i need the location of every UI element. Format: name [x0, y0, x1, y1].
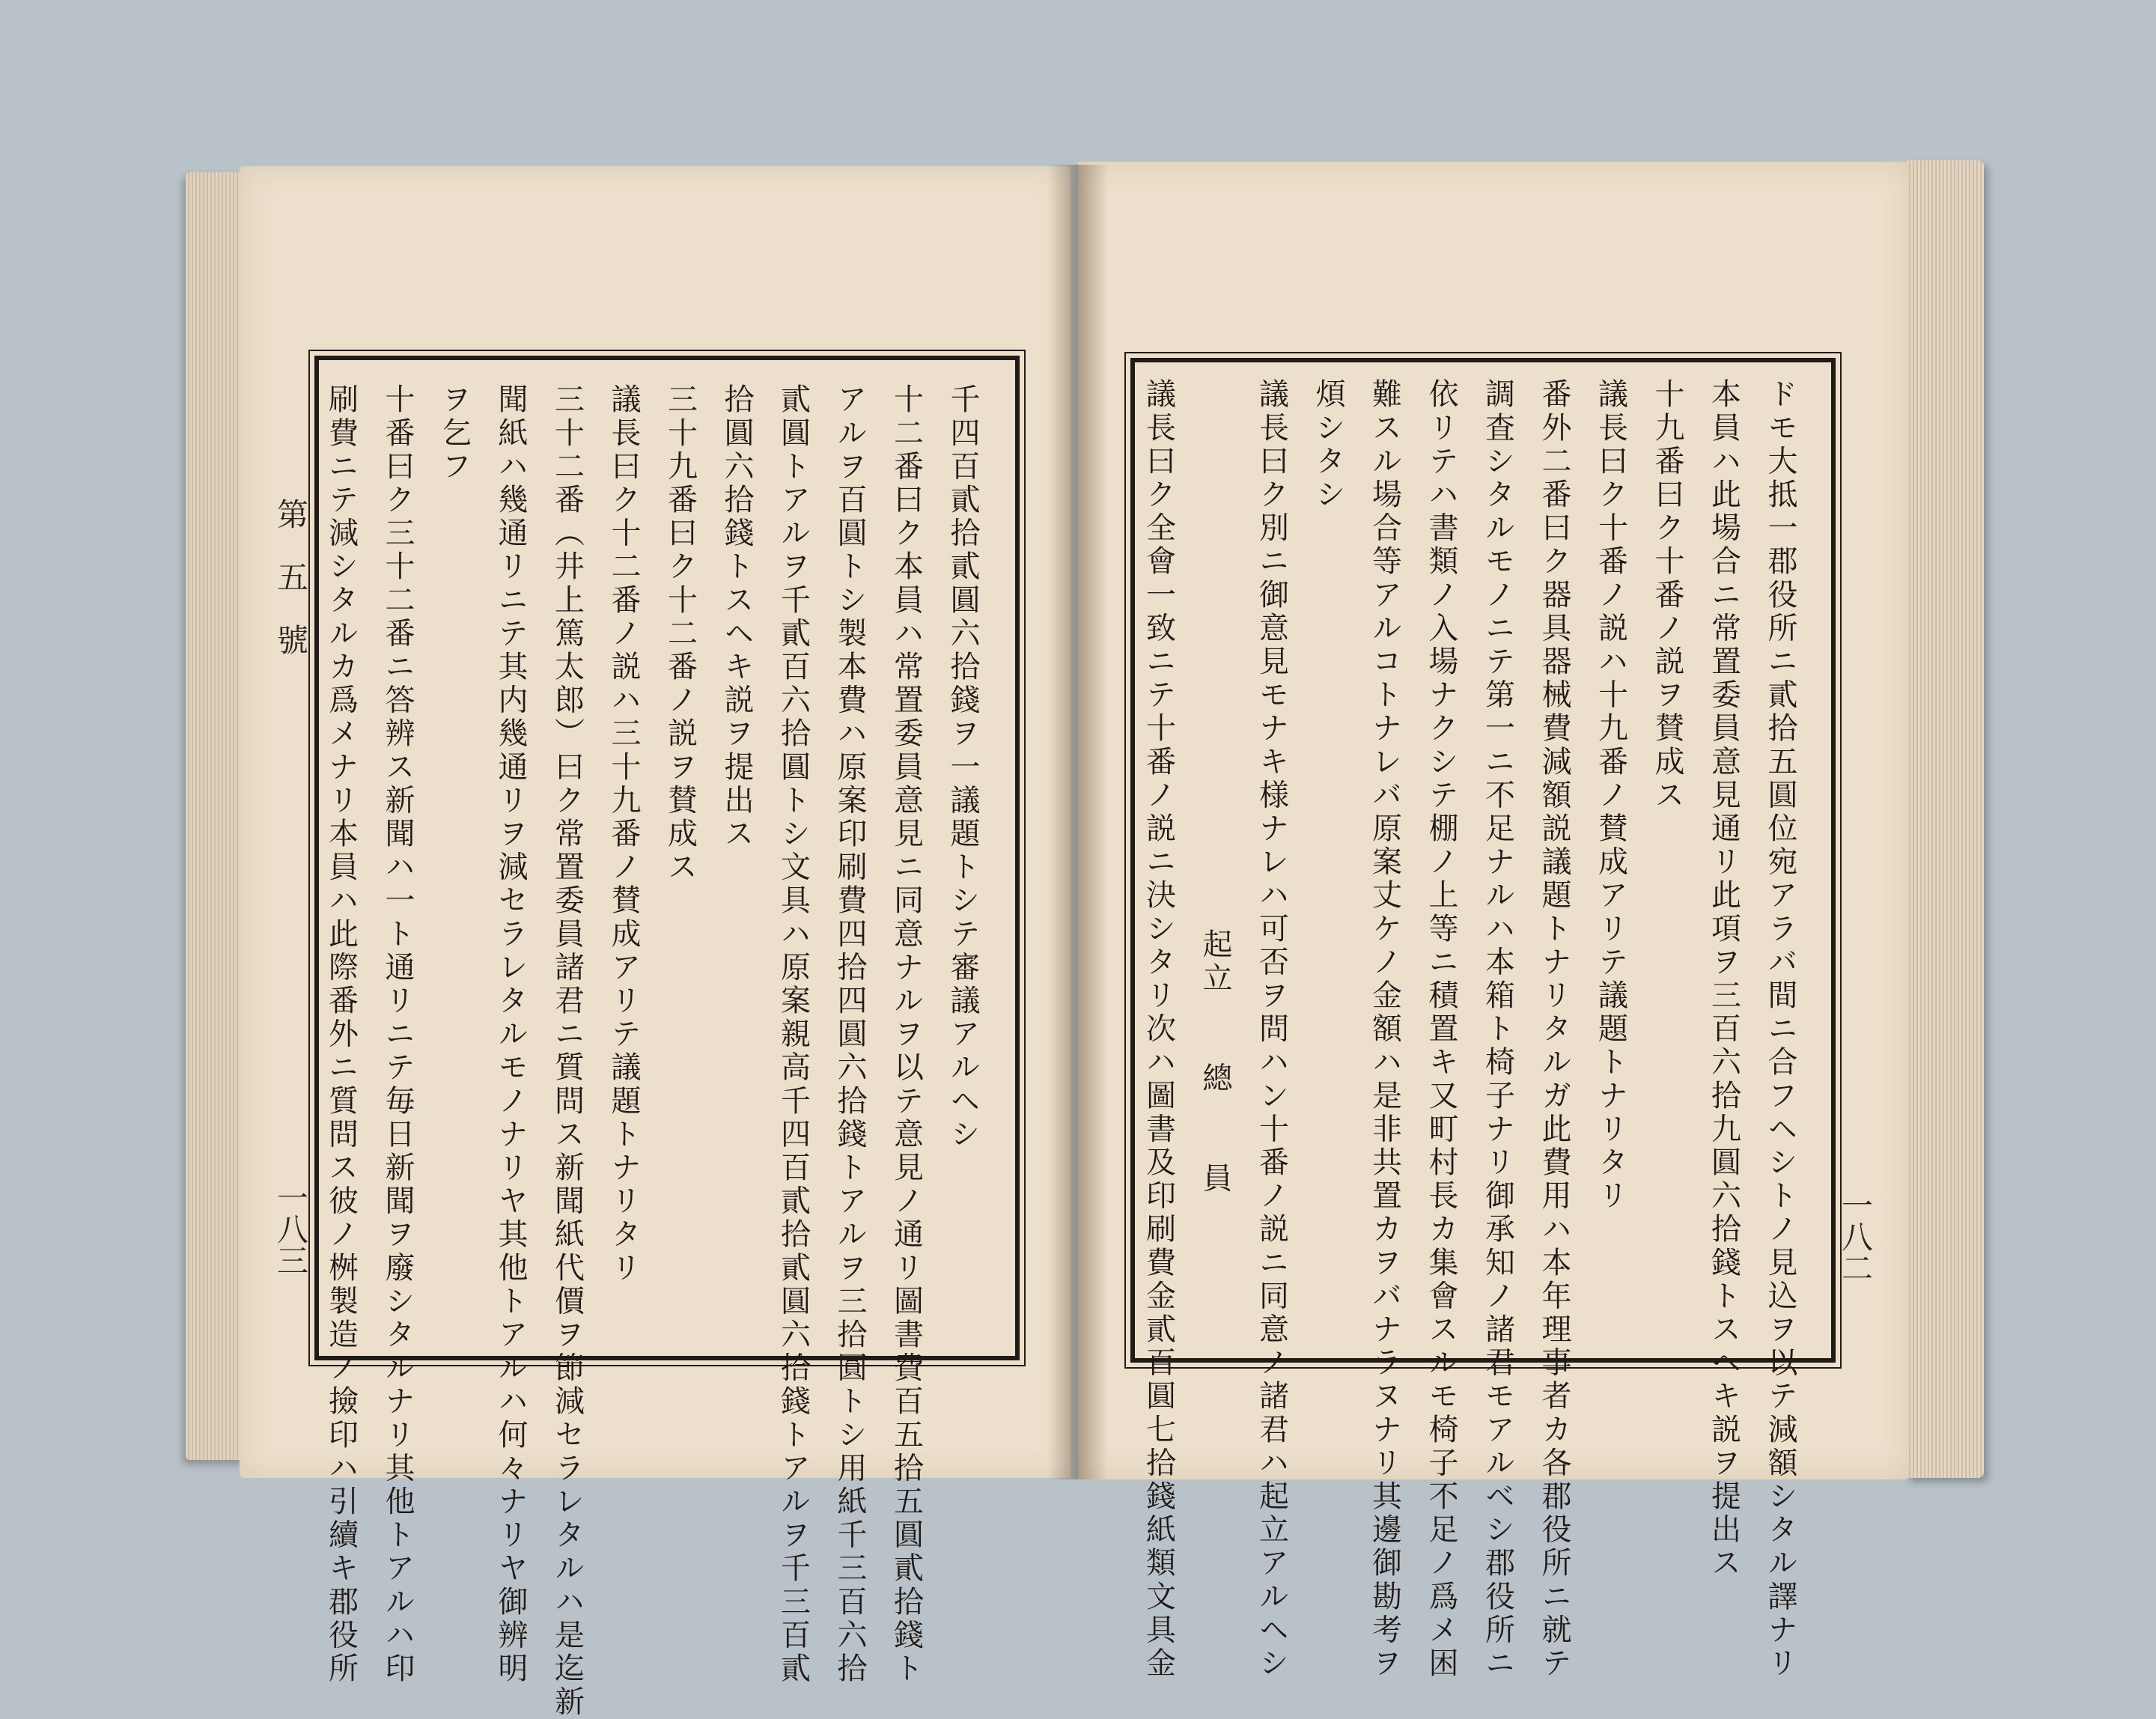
text-column: 起立 總 員: [1198, 928, 1232, 1196]
page-edges-left: [186, 172, 246, 1460]
text-column: 刷費ニテ減シタルカ爲メナリ本員ハ此際番外ニ質問ス彼ノ桝製造ノ撿印ハ引續キ郡役所: [323, 383, 359, 1686]
left-page-number: 一八三: [272, 1181, 309, 1276]
text-column: 十二番曰ク本員ハ常置委員意見ニ同意ナルヲ以テ意見ノ通リ圖書費百五拾五圓貳拾錢ト: [889, 383, 924, 1686]
right-page-number: 一八二: [1837, 1189, 1874, 1283]
text-column: 調査シタルモノニテ第一ニ不足ナルハ本箱ト椅子ナリ御承知ノ諸君モアルベシ郡役所ニ: [1480, 378, 1515, 1681]
text-column: 番外二番曰ク器具器械費減額説議題トナリタルガ此費用ハ本年理事者カ各郡役所ニ就テ: [1537, 378, 1571, 1681]
page-edges-right: [1905, 160, 1984, 1478]
text-column: 拾圓六拾錢トスヘキ説ヲ提出ス: [719, 383, 754, 851]
text-column: 議長曰ク別ニ御意見モナキ様ナレハ可否ヲ問ハン十番ノ説ニ同意ノ諸君ハ起立アルヘシ: [1254, 378, 1289, 1681]
text-column: 千四百貳拾貳圓六拾錢ヲ一議題トシテ審議アルヘシ: [945, 383, 980, 1151]
text-column: 三十二番（井上篤太郎）曰ク常置委員諸君ニ質問ス新聞紙代價ヲ節減セラレタルハ是迄新: [549, 383, 585, 1719]
text-column: 十番曰ク三十二番ニ答辨ス新聞ハ一ト通リニテ毎日新聞ヲ廢シタルナリ其他トアルハ印: [380, 383, 415, 1686]
issue-label: 第 五 號: [272, 498, 309, 655]
text-column: アルヲ百圓トシ製本費ハ原案印刷費四拾四圓六拾錢トアルヲ三拾圓トシ用紙千三百六拾: [832, 383, 867, 1686]
text-column: 依リテハ書類ノ入場ナクシテ棚ノ上等ニ積置キ又町村長カ集會スルモ椅子不足ノ爲メ困: [1424, 378, 1458, 1681]
text-column: 難スル場合等アルコトナレバ原案丈ケノ金額ハ是非共置カヲバナラヌナリ其邊御勘考ヲ: [1367, 378, 1402, 1681]
text-column: 議長曰ク全會一致ニテ十番ノ説ニ決シタリ次ハ圖書及印刷費金貳百圓七拾錢紙類文具金: [1141, 378, 1176, 1681]
text-column: ドモ大抵一郡役所ニ貳拾五圓位宛アラバ間ニ合フヘシトノ見込ヲ以テ減額シタル譯ナリ: [1763, 378, 1797, 1681]
text-column: 議長曰ク十番ノ説ハ十九番ノ賛成アリテ議題トナリタリ: [1593, 378, 1628, 1213]
text-column: 三十九番曰ク十二番ノ説ヲ賛成ス: [663, 383, 698, 884]
text-column: ヲ乞フ: [436, 383, 472, 484]
text-column: 本員ハ此場合ニ常置委員意見通リ此項ヲ三百六拾九圓六拾錢トスヘキ説ヲ提出ス: [1706, 378, 1741, 1580]
book-gutter: [1048, 165, 1108, 1479]
text-column: 貳圓トアルヲ千貳百六拾圓トシ文具ハ原案親高千四百貳拾貳圓六拾錢トアルヲ千三百貳: [776, 383, 811, 1686]
text-column: 煩シタシ: [1311, 378, 1345, 512]
text-column: 十九番曰ク十番ノ説ヲ賛成ス: [1650, 378, 1684, 812]
text-column: 聞紙ハ幾通リニテ其内幾通リヲ減セラレタルモノナリヤ其他トアルハ何々ナリヤ御辨明: [493, 383, 528, 1686]
text-column: 議長曰ク十二番ノ説ハ三十九番ノ賛成アリテ議題トナリタリ: [606, 383, 641, 1286]
